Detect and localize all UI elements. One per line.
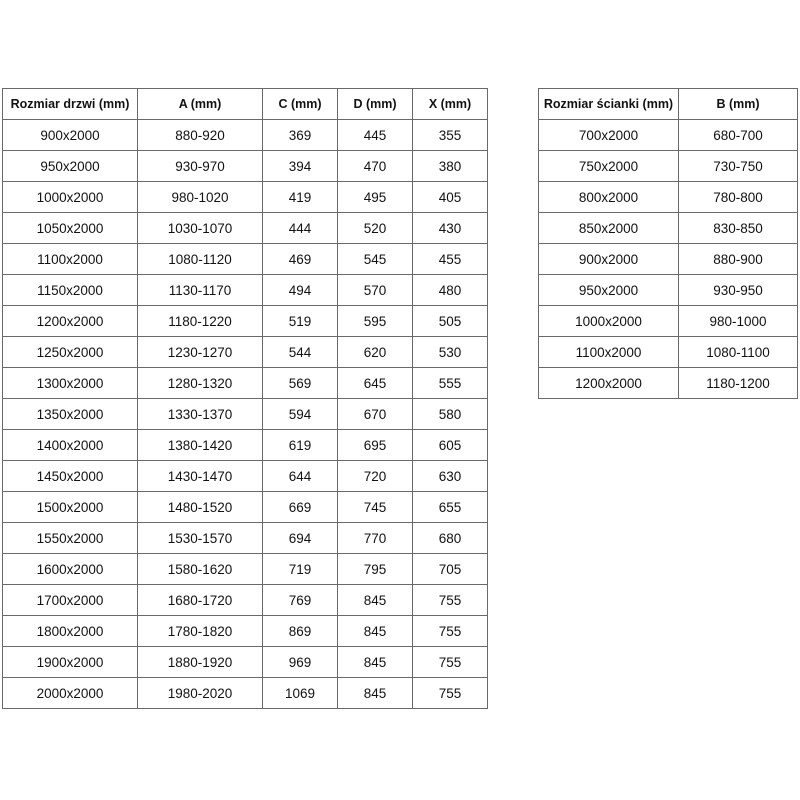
table-cell: 1130-1170 — [138, 275, 263, 306]
table-cell: 630 — [413, 461, 488, 492]
table-cell: 1550x2000 — [3, 523, 138, 554]
header-row — [3, 89, 488, 120]
table-cell: 719 — [263, 554, 338, 585]
table-cell: 695 — [338, 430, 413, 461]
table-cell: 645 — [338, 368, 413, 399]
table-cell: 580 — [413, 399, 488, 430]
table-cell: 369 — [263, 120, 338, 151]
table-cell: 980-1020 — [138, 182, 263, 213]
table-cell: 544 — [263, 337, 338, 368]
table-cell: 1300x2000 — [3, 368, 138, 399]
column-header: X (mm) — [413, 89, 488, 120]
table-cell: 845 — [338, 647, 413, 678]
table-cell: 669 — [263, 492, 338, 523]
table-row — [539, 368, 798, 399]
table-row — [539, 182, 798, 213]
table-cell: 419 — [263, 182, 338, 213]
table-cell: 900x2000 — [539, 244, 679, 275]
table-cell: 745 — [338, 492, 413, 523]
table-cell: 1080-1120 — [138, 244, 263, 275]
column-header: B (mm) — [679, 89, 798, 120]
table-cell: 1230-1270 — [138, 337, 263, 368]
table-cell: 1180-1200 — [679, 368, 798, 399]
table-row — [3, 461, 488, 492]
table-cell: 680-700 — [679, 120, 798, 151]
table-cell: 1030-1070 — [138, 213, 263, 244]
table-row — [3, 492, 488, 523]
table-cell: 1900x2000 — [3, 647, 138, 678]
table-row — [3, 182, 488, 213]
table-cell: 1380-1420 — [138, 430, 263, 461]
table-row — [539, 275, 798, 306]
table-cell: 355 — [413, 120, 488, 151]
table-cell: 980-1000 — [679, 306, 798, 337]
header-row — [539, 89, 798, 120]
table-row — [539, 120, 798, 151]
table-cell: 930-970 — [138, 151, 263, 182]
table-cell: 1530-1570 — [138, 523, 263, 554]
table-cell: 930-950 — [679, 275, 798, 306]
table-cell: 769 — [263, 585, 338, 616]
table-cell: 770 — [338, 523, 413, 554]
table-cell: 455 — [413, 244, 488, 275]
table-cell: 655 — [413, 492, 488, 523]
table-cell: 644 — [263, 461, 338, 492]
table-cell: 394 — [263, 151, 338, 182]
table-cell: 869 — [263, 616, 338, 647]
table-cell: 1100x2000 — [3, 244, 138, 275]
table-cell: 1780-1820 — [138, 616, 263, 647]
table-cell: 755 — [413, 616, 488, 647]
table-cell: 1880-1920 — [138, 647, 263, 678]
table-cell: 595 — [338, 306, 413, 337]
table-cell: 1280-1320 — [138, 368, 263, 399]
table-row — [3, 368, 488, 399]
table-cell: 1350x2000 — [3, 399, 138, 430]
table-cell: 1700x2000 — [3, 585, 138, 616]
table-cell: 2000x2000 — [3, 678, 138, 709]
table-cell: 950x2000 — [3, 151, 138, 182]
table-cell: 705 — [413, 554, 488, 585]
table-cell: 520 — [338, 213, 413, 244]
table-cell: 1450x2000 — [3, 461, 138, 492]
table-cell: 880-920 — [138, 120, 263, 151]
table-row — [3, 585, 488, 616]
table-cell: 530 — [413, 337, 488, 368]
table-cell: 545 — [338, 244, 413, 275]
table-row — [3, 244, 488, 275]
table-cell: 505 — [413, 306, 488, 337]
table-cell: 1150x2000 — [3, 275, 138, 306]
table-cell: 405 — [413, 182, 488, 213]
table-cell: 780-800 — [679, 182, 798, 213]
table-row — [3, 399, 488, 430]
table-cell: 755 — [413, 647, 488, 678]
table-cell: 445 — [338, 120, 413, 151]
table-cell: 569 — [263, 368, 338, 399]
table-row — [539, 151, 798, 182]
table-cell: 845 — [338, 585, 413, 616]
table-cell: 694 — [263, 523, 338, 554]
table-cell: 1480-1520 — [138, 492, 263, 523]
table-row — [3, 616, 488, 647]
table-cell: 570 — [338, 275, 413, 306]
table-row — [3, 647, 488, 678]
table-row — [3, 275, 488, 306]
table-row — [539, 306, 798, 337]
table-cell: 700x2000 — [539, 120, 679, 151]
table-cell: 594 — [263, 399, 338, 430]
table-cell: 1430-1470 — [138, 461, 263, 492]
table-cell: 1050x2000 — [3, 213, 138, 244]
table-cell: 605 — [413, 430, 488, 461]
column-header: A (mm) — [138, 89, 263, 120]
table-row — [3, 306, 488, 337]
table-cell: 1000x2000 — [539, 306, 679, 337]
table-cell: 1330-1370 — [138, 399, 263, 430]
table-cell: 555 — [413, 368, 488, 399]
table-cell: 1069 — [263, 678, 338, 709]
table-cell: 750x2000 — [539, 151, 679, 182]
table-row — [3, 678, 488, 709]
table-row — [3, 337, 488, 368]
table-cell: 1680-1720 — [138, 585, 263, 616]
wall-sizes-table — [538, 88, 798, 399]
table-row — [539, 213, 798, 244]
table-row — [3, 430, 488, 461]
column-header: Rozmiar ścianki (mm) — [539, 89, 679, 120]
table-cell: 969 — [263, 647, 338, 678]
table-cell: 430 — [413, 213, 488, 244]
table-row — [3, 523, 488, 554]
table-cell: 795 — [338, 554, 413, 585]
table-cell: 480 — [413, 275, 488, 306]
table-cell: 1200x2000 — [3, 306, 138, 337]
table-cell: 730-750 — [679, 151, 798, 182]
table-cell: 670 — [338, 399, 413, 430]
column-header: D (mm) — [338, 89, 413, 120]
table-cell: 1500x2000 — [3, 492, 138, 523]
table-cell: 950x2000 — [539, 275, 679, 306]
table-cell: 444 — [263, 213, 338, 244]
table-cell: 830-850 — [679, 213, 798, 244]
table-cell: 1400x2000 — [3, 430, 138, 461]
table-cell: 620 — [338, 337, 413, 368]
table-cell: 494 — [263, 275, 338, 306]
table-cell: 845 — [338, 678, 413, 709]
table-cell: 1980-2020 — [138, 678, 263, 709]
door-sizes-table — [2, 88, 488, 709]
table-row — [539, 337, 798, 368]
table-cell: 1600x2000 — [3, 554, 138, 585]
table-cell: 880-900 — [679, 244, 798, 275]
table-row — [3, 554, 488, 585]
table-cell: 519 — [263, 306, 338, 337]
table-cell: 850x2000 — [539, 213, 679, 244]
table-cell: 720 — [338, 461, 413, 492]
table-cell: 380 — [413, 151, 488, 182]
table-cell: 680 — [413, 523, 488, 554]
table-cell: 1580-1620 — [138, 554, 263, 585]
table-cell: 1100x2000 — [539, 337, 679, 368]
table-cell: 1800x2000 — [3, 616, 138, 647]
column-header: C (mm) — [263, 89, 338, 120]
table-row — [3, 213, 488, 244]
table-cell: 619 — [263, 430, 338, 461]
table-row — [3, 120, 488, 151]
table-cell: 495 — [338, 182, 413, 213]
table-cell: 1250x2000 — [3, 337, 138, 368]
table-cell: 1200x2000 — [539, 368, 679, 399]
column-header: Rozmiar drzwi (mm) — [3, 89, 138, 120]
table-cell: 845 — [338, 616, 413, 647]
table-cell: 1000x2000 — [3, 182, 138, 213]
table-cell: 755 — [413, 678, 488, 709]
table-cell: 470 — [338, 151, 413, 182]
table-cell: 800x2000 — [539, 182, 679, 213]
table-row — [539, 244, 798, 275]
table-cell: 900x2000 — [3, 120, 138, 151]
table-cell: 755 — [413, 585, 488, 616]
table-cell: 469 — [263, 244, 338, 275]
table-cell: 1180-1220 — [138, 306, 263, 337]
table-cell: 1080-1100 — [679, 337, 798, 368]
table-row — [3, 151, 488, 182]
